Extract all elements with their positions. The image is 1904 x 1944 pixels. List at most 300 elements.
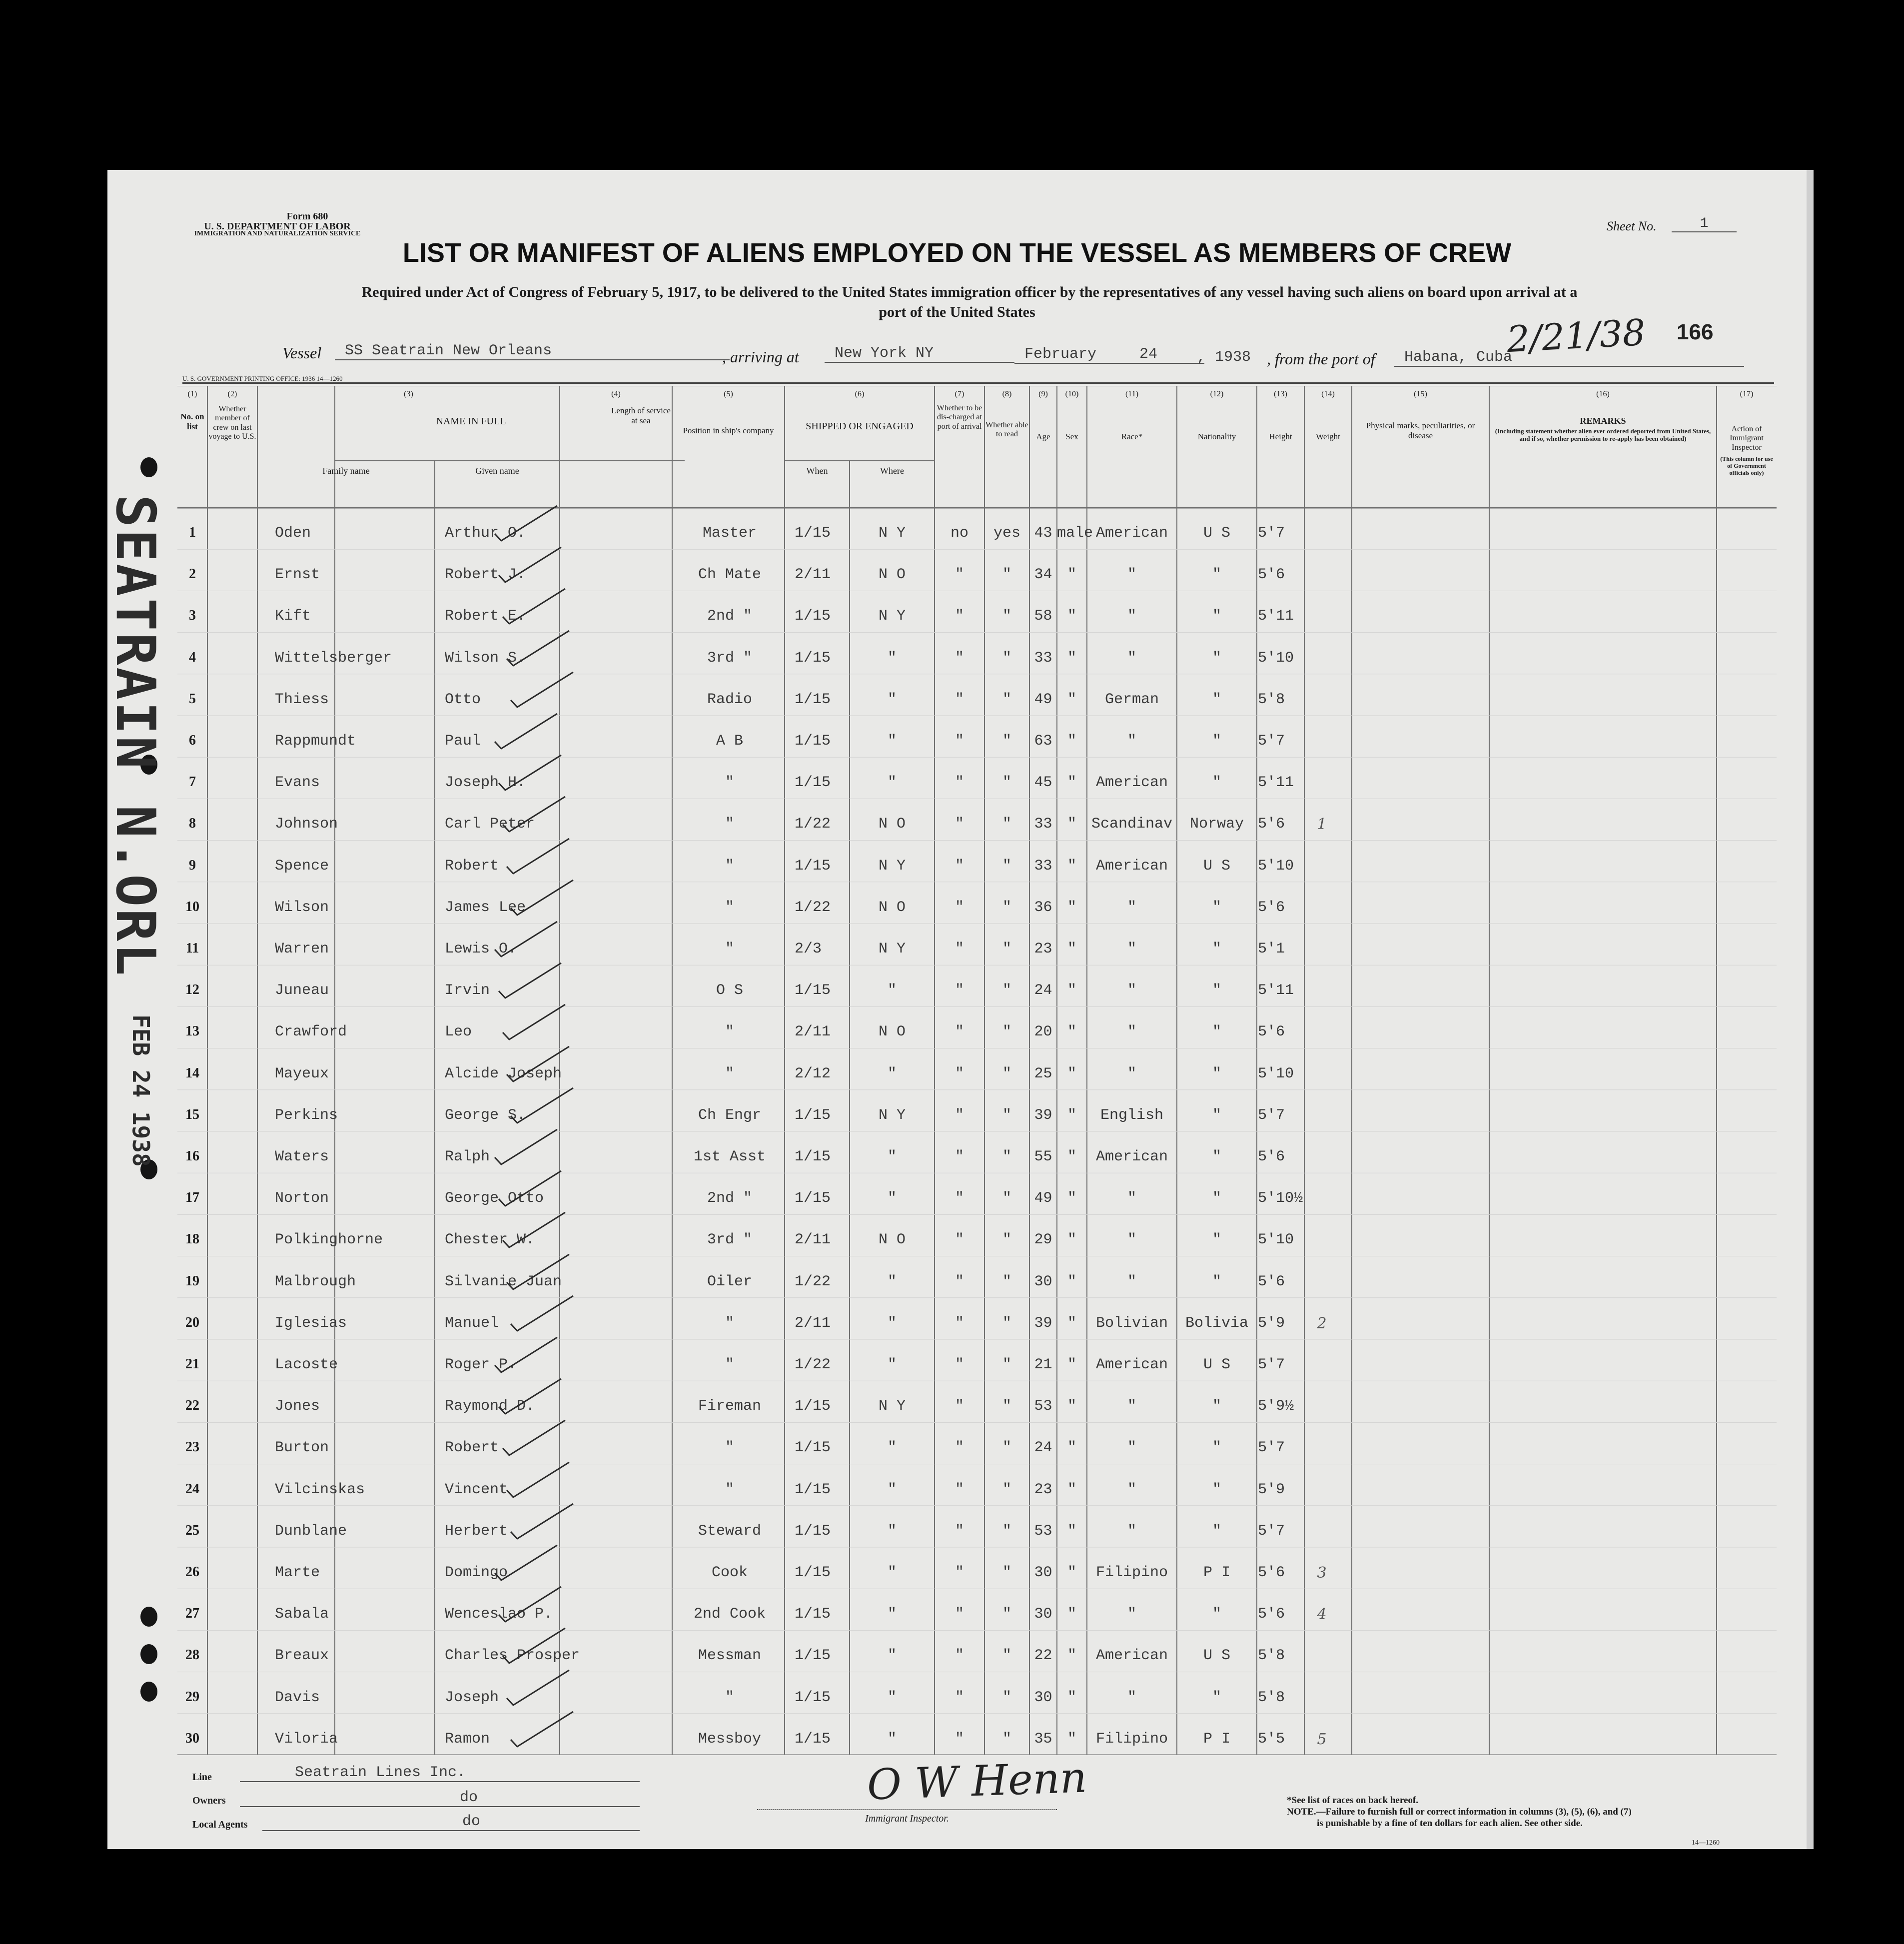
- cell-given: Chester W.: [445, 1231, 535, 1249]
- printer-line: U. S. GOVERNMENT PRINTING OFFICE: 1936 14—1260: [182, 375, 343, 382]
- cell-given: Joseph: [445, 1689, 499, 1706]
- cell-position: Ch Engr: [698, 1106, 762, 1124]
- cell-position: ": [725, 1689, 734, 1706]
- cell-race: ": [1127, 1522, 1136, 1540]
- cell-where: ": [887, 1730, 897, 1748]
- col-6b-header: Where: [880, 466, 904, 476]
- cell-age: 43: [1034, 525, 1052, 542]
- col-12-num: (12): [1210, 390, 1224, 398]
- cell-nat: ": [1212, 566, 1221, 584]
- cell-position: Messman: [698, 1647, 762, 1665]
- col-17-num: (17): [1740, 390, 1754, 398]
- cell-family: Waters: [275, 1148, 329, 1165]
- races-note: *See list of races on back hereof.: [1287, 1795, 1418, 1806]
- check-mark-icon: [492, 1334, 562, 1374]
- cell-height: 5'8: [1258, 1647, 1285, 1665]
- cell-disch: ": [954, 566, 964, 584]
- cell-age: 58: [1034, 608, 1052, 625]
- check-mark-icon: [500, 1001, 570, 1041]
- cell-when: 1/15: [795, 608, 831, 625]
- cell-age: 24: [1034, 1439, 1052, 1457]
- cell-family: Juneau: [275, 982, 329, 999]
- cell-no: 19: [185, 1273, 199, 1289]
- col-3b-header: Given name: [475, 466, 519, 476]
- cell-given: Roger P.: [445, 1356, 517, 1373]
- col-8-num: (8): [1002, 390, 1012, 398]
- col-3-header: NAME IN FULL: [436, 416, 506, 427]
- cell-height: 5'6: [1258, 1606, 1285, 1623]
- cell-age: 55: [1034, 1148, 1052, 1165]
- cell-family: Evans: [275, 774, 320, 792]
- cell-when: 2/11: [795, 1314, 831, 1332]
- cell-read: ": [1002, 1522, 1011, 1540]
- col-2-num: (2): [227, 390, 237, 398]
- cell-age: 45: [1034, 774, 1052, 792]
- cell-family: Thiess: [275, 691, 329, 708]
- cell-no: 26: [185, 1564, 199, 1580]
- col-7-header: Whether to be dis-charged at port of arrival: [937, 404, 982, 431]
- vessel-name: SS Seatrain New Orleans: [335, 342, 730, 360]
- cell-position: ": [725, 1023, 734, 1041]
- cell-when: 1/15: [795, 1647, 831, 1665]
- cell-height: 5'9: [1258, 1481, 1285, 1498]
- check-mark-icon: [492, 919, 562, 959]
- cell-sex: ": [1067, 1356, 1076, 1373]
- cell-race: Scandinav: [1091, 816, 1173, 833]
- cell-race: ": [1127, 1689, 1136, 1706]
- cell-race: Filipino: [1095, 1564, 1168, 1581]
- cell-sex: ": [1067, 566, 1076, 584]
- cell-race: ": [1127, 733, 1136, 750]
- cell-sex: ": [1067, 1190, 1076, 1207]
- cell-age: 33: [1034, 857, 1052, 875]
- check-mark-icon: [496, 1584, 566, 1624]
- date-stamp: FEB 24 1938: [127, 1014, 154, 1167]
- cell-height: 5'10: [1258, 1231, 1294, 1249]
- cell-nat: ": [1212, 1439, 1221, 1457]
- cell-given: Ramon: [445, 1730, 490, 1748]
- cell-position: ": [725, 1356, 734, 1373]
- cell-where: ": [887, 1522, 897, 1540]
- cell-height: 5'8: [1258, 1689, 1285, 1706]
- check-mark-icon: [508, 669, 578, 709]
- cell-no: 20: [185, 1314, 199, 1330]
- cell-when: 1/22: [795, 1356, 831, 1373]
- cell-where: N Y: [878, 608, 906, 625]
- cell-nat: ": [1212, 982, 1221, 999]
- table-row: [177, 1672, 1777, 1714]
- cell-position: ": [725, 899, 734, 916]
- cell-race: ": [1127, 899, 1136, 916]
- cell-height: 5'6: [1258, 899, 1285, 916]
- col-17-note: (This column for use of Government officials only): [1720, 455, 1773, 476]
- check-mark-icon: [508, 1501, 578, 1541]
- cell-height: 5'11: [1258, 774, 1294, 792]
- cell-height: 5'7: [1258, 1356, 1285, 1373]
- cell-where: N Y: [878, 1398, 906, 1415]
- table-row: [177, 799, 1777, 840]
- check-mark-icon: [496, 1376, 566, 1416]
- subtitle-line2: port of the United States: [879, 304, 1035, 320]
- cell-family: Crawford: [275, 1023, 347, 1041]
- col-2-header: Whether member of crew on last voyage to U.S.: [208, 405, 256, 441]
- cell-where: ": [887, 1439, 897, 1457]
- cell-position: 2nd ": [707, 608, 752, 625]
- cell-disch: ": [954, 649, 964, 667]
- cell-where: N Y: [878, 525, 906, 542]
- cell-sex: ": [1067, 1273, 1076, 1290]
- cell-height: 5'6: [1258, 1273, 1285, 1290]
- cell-no: 10: [185, 899, 199, 915]
- cell-family: Kift: [275, 608, 311, 625]
- cell-position: 1st Asst: [693, 1148, 766, 1165]
- cell-where: N O: [878, 899, 906, 916]
- table-row: [177, 591, 1777, 632]
- cell-read: ": [1002, 1273, 1011, 1290]
- cell-race: ": [1127, 941, 1136, 958]
- col-5-header: Position in ship's company: [683, 426, 774, 435]
- table-row: [177, 1131, 1777, 1173]
- check-mark-icon: [508, 1709, 578, 1749]
- cell-where: N Y: [878, 857, 906, 875]
- cell-where: ": [887, 1606, 897, 1623]
- table-row: [177, 1714, 1777, 1755]
- cell-height: 5'5: [1258, 1730, 1285, 1748]
- cell-no: 1: [189, 525, 196, 540]
- cell-disch: ": [954, 608, 964, 625]
- table-row: [177, 549, 1777, 591]
- cell-given: James Lee: [445, 899, 526, 916]
- inspector-label: Immigrant Inspector.: [865, 1813, 949, 1824]
- table-row: [177, 965, 1777, 1006]
- cell-no: 6: [189, 733, 196, 748]
- table-row: [177, 1298, 1777, 1339]
- punch-hole: [140, 1682, 157, 1702]
- col-3a-header: Family name: [322, 466, 370, 476]
- col-7-num: (7): [954, 390, 964, 398]
- cell-when: 1/22: [795, 816, 831, 833]
- cell-no: 21: [185, 1356, 199, 1372]
- cell-disch: ": [954, 1148, 964, 1165]
- cell-sex: ": [1067, 1106, 1076, 1124]
- cell-age: 30: [1034, 1564, 1052, 1581]
- from-port-label: , from the port of: [1267, 350, 1375, 368]
- cell-sex: ": [1067, 1647, 1076, 1665]
- cell-read: ": [1002, 1730, 1011, 1748]
- cell-nat: ": [1212, 691, 1221, 708]
- cell-where: ": [887, 691, 897, 708]
- cell-when: 2/12: [795, 1065, 831, 1082]
- cell-age: 53: [1034, 1398, 1052, 1415]
- cell-where: ": [887, 1689, 897, 1706]
- cell-position: Steward: [698, 1522, 762, 1540]
- cell-when: 1/15: [795, 1439, 831, 1457]
- cell-age: 23: [1034, 1481, 1052, 1498]
- cell-where: N Y: [878, 1106, 906, 1124]
- punch-hole: [140, 457, 157, 477]
- check-mark-icon: [504, 1667, 574, 1707]
- cell-family: Ernst: [275, 566, 320, 584]
- cell-disch: ": [954, 1231, 964, 1249]
- cell-when: 1/15: [795, 1148, 831, 1165]
- cell-sex: ": [1067, 691, 1076, 708]
- cell-family: Spence: [275, 857, 329, 875]
- cell-disch: ": [954, 1730, 964, 1748]
- cell-nat: ": [1212, 941, 1221, 958]
- cell-nat: Bolivia: [1185, 1314, 1249, 1332]
- cell-given: Alcide Joseph: [445, 1065, 562, 1082]
- cell-read: yes: [993, 525, 1020, 542]
- check-mark-icon: [492, 711, 562, 751]
- cell-where: N O: [878, 1231, 906, 1249]
- cell-nat: ": [1212, 1522, 1221, 1540]
- cell-race: ": [1127, 1065, 1136, 1082]
- cell-position: Ch Mate: [698, 566, 762, 584]
- cell-sex: ": [1067, 733, 1076, 750]
- table-row: [177, 633, 1777, 674]
- cell-position: ": [725, 1065, 734, 1082]
- check-mark-icon: [500, 1625, 570, 1665]
- cell-where: ": [887, 1356, 897, 1373]
- check-mark-icon: [500, 586, 570, 626]
- cell-when: 2/11: [795, 1023, 831, 1041]
- cell-when: 1/15: [795, 1481, 831, 1498]
- cell-nat: U S: [1203, 1356, 1230, 1373]
- cell-sex: ": [1067, 649, 1076, 667]
- cell-read: ": [1002, 774, 1011, 792]
- cell-position: 2nd Cook: [693, 1606, 766, 1623]
- cell-no: 3: [189, 608, 196, 624]
- cell-where: ": [887, 1481, 897, 1498]
- cell-height: 5'10½: [1258, 1190, 1303, 1207]
- cell-sex: ": [1067, 1522, 1076, 1540]
- cell-where: ": [887, 1065, 897, 1082]
- table-row: [177, 841, 1777, 882]
- cell-race: ": [1127, 1439, 1136, 1457]
- cell-read: ": [1002, 1231, 1011, 1249]
- cell-disch: ": [954, 982, 964, 999]
- cell-nat: ": [1212, 1481, 1221, 1498]
- cell-given: Lewis O.: [445, 941, 517, 958]
- cell-age: 33: [1034, 649, 1052, 667]
- cell-sex: ": [1067, 1148, 1076, 1165]
- cell-family: Viloria: [275, 1730, 338, 1748]
- cell-position: 3rd ": [707, 649, 752, 667]
- check-mark-icon: [508, 1085, 578, 1125]
- cell-disch: ": [954, 899, 964, 916]
- col-16-num: (16): [1596, 390, 1610, 398]
- cell-sex: ": [1067, 1606, 1076, 1623]
- cell-sex: ": [1067, 1398, 1076, 1415]
- cell-where: ": [887, 1647, 897, 1665]
- cell-no: 7: [189, 774, 196, 790]
- cell-given: Leo: [445, 1023, 472, 1041]
- cell-when: 2/3: [795, 941, 822, 958]
- cell-mark: 1: [1317, 816, 1327, 834]
- col-10-num: (10): [1065, 390, 1079, 398]
- cell-age: 30: [1034, 1689, 1052, 1706]
- table-row: [177, 757, 1777, 799]
- check-mark-icon: [500, 794, 570, 834]
- check-mark-icon: [496, 752, 566, 792]
- cell-read: ": [1002, 1647, 1011, 1665]
- cell-age: 30: [1034, 1606, 1052, 1623]
- cell-no: 14: [185, 1065, 199, 1081]
- col-8-header: Whether able to read: [985, 421, 1028, 439]
- cell-disch: ": [954, 1606, 964, 1623]
- cell-disch: ": [954, 691, 964, 708]
- form-number: Form 680: [286, 211, 328, 222]
- cell-family: Oden: [275, 525, 311, 542]
- cell-when: 1/15: [795, 774, 831, 792]
- cell-nat: Norway: [1189, 816, 1244, 833]
- cell-given: Raymond D.: [445, 1398, 535, 1415]
- cell-disch: ": [954, 1564, 964, 1581]
- cell-when: 1/15: [795, 1190, 831, 1207]
- cell-when: 1/15: [795, 1730, 831, 1748]
- check-mark-icon: [508, 1293, 578, 1333]
- cell-no: 5: [189, 691, 196, 707]
- cell-disch: ": [954, 857, 964, 875]
- cell-race: ": [1127, 1481, 1136, 1498]
- cell-race: ": [1127, 649, 1136, 667]
- cell-position: Cook: [711, 1564, 748, 1581]
- arrival-day: 24: [1129, 346, 1204, 364]
- cell-position: ": [725, 941, 734, 958]
- col-6-header: SHIPPED OR ENGAGED: [806, 421, 914, 432]
- cell-position: O S: [716, 982, 743, 999]
- table-row: [177, 1339, 1777, 1381]
- cell-sex: ": [1067, 1481, 1076, 1498]
- cell-read: ": [1002, 857, 1011, 875]
- cell-position: ": [725, 1481, 734, 1498]
- cell-sex: ": [1067, 774, 1076, 792]
- cell-mark: 5: [1317, 1730, 1327, 1748]
- cell-height: 5'7: [1258, 1522, 1285, 1540]
- agents-value: do: [262, 1813, 640, 1831]
- cell-position: ": [725, 1439, 734, 1457]
- table-row: [177, 1464, 1777, 1506]
- check-mark-icon: [500, 1417, 570, 1457]
- cell-given: Ralph: [445, 1148, 490, 1165]
- cell-position: Fireman: [698, 1398, 762, 1415]
- table-row: [177, 924, 1777, 965]
- cell-nat: ": [1212, 1606, 1221, 1623]
- cell-mark: 2: [1317, 1314, 1327, 1332]
- cell-family: Vilcinskas: [275, 1481, 365, 1498]
- cell-height: 5'7: [1258, 1439, 1285, 1457]
- cell-race: American: [1095, 774, 1168, 792]
- cell-family: Dunblane: [275, 1522, 347, 1540]
- cell-no: 22: [185, 1398, 199, 1414]
- cell-when: 1/15: [795, 1398, 831, 1415]
- table-row: [177, 1006, 1777, 1048]
- cell-age: 25: [1034, 1065, 1052, 1082]
- cell-no: 16: [185, 1148, 199, 1164]
- cell-race: ": [1127, 1231, 1136, 1249]
- cell-where: N O: [878, 566, 906, 584]
- cell-height: 5'10: [1258, 1065, 1294, 1082]
- check-mark-icon: [504, 1043, 574, 1083]
- cell-disch: ": [954, 1481, 964, 1498]
- punch-hole: [140, 1644, 157, 1664]
- cell-position: Messboy: [698, 1730, 762, 1748]
- table-row: [177, 1214, 1777, 1256]
- cell-race: Bolivian: [1095, 1314, 1168, 1332]
- cell-disch: ": [954, 774, 964, 792]
- cell-when: 1/15: [795, 1522, 831, 1540]
- cell-family: Warren: [275, 941, 329, 958]
- col-12-header: Nationality: [1197, 432, 1236, 441]
- cell-read: ": [1002, 1106, 1011, 1124]
- cell-race: American: [1095, 525, 1168, 542]
- cell-position: ": [725, 1314, 734, 1332]
- cell-given: Domingo: [445, 1564, 508, 1581]
- cell-height: 5'6: [1258, 816, 1285, 833]
- cell-disch: ": [954, 1522, 964, 1540]
- cell-disch: ": [954, 1273, 964, 1290]
- cell-disch: ": [954, 1689, 964, 1706]
- check-mark-icon: [504, 1459, 574, 1499]
- col-5-num: (5): [724, 390, 733, 398]
- cell-no: 4: [189, 649, 196, 665]
- check-mark-icon: [504, 836, 574, 876]
- manifest-sheet: [104, 170, 1814, 1849]
- cell-where: N O: [878, 816, 906, 833]
- table-row: [177, 1173, 1777, 1214]
- cell-height: 5'6: [1258, 1023, 1285, 1041]
- cell-race: ": [1127, 1023, 1136, 1041]
- cell-height: 5'7: [1258, 1106, 1285, 1124]
- cell-disch: ": [954, 941, 964, 958]
- cell-when: 1/22: [795, 899, 831, 916]
- cell-read: ": [1002, 982, 1011, 999]
- page-number: 166: [1677, 320, 1714, 344]
- cell-height: 5'1: [1258, 941, 1285, 958]
- cell-race: English: [1100, 1106, 1164, 1124]
- col-1-header: No. on list: [180, 412, 204, 431]
- vessel-label: Vessel: [282, 344, 322, 362]
- cell-nat: U S: [1203, 857, 1230, 875]
- col-6-num: (6): [855, 390, 865, 398]
- cell-race: Filipino: [1095, 1730, 1168, 1748]
- cell-disch: ": [954, 1314, 964, 1332]
- cell-position: ": [725, 816, 734, 833]
- cell-race: American: [1095, 1148, 1168, 1165]
- cell-family: Perkins: [275, 1106, 338, 1124]
- inspector-signature: O W Henn: [866, 1753, 1088, 1810]
- table-row: [177, 1547, 1777, 1589]
- col-14-header: Weight: [1316, 432, 1340, 441]
- cell-age: 21: [1034, 1356, 1052, 1373]
- table-row: [177, 1422, 1777, 1464]
- cell-given: Silvanie Juan: [445, 1273, 562, 1290]
- col-15-header: Physical marks, peculiarities, or disease: [1366, 421, 1475, 440]
- cell-disch: ": [954, 816, 964, 833]
- cell-read: ": [1002, 1190, 1011, 1207]
- cell-sex: ": [1067, 608, 1076, 625]
- cell-disch: ": [954, 1023, 964, 1041]
- cell-when: 2/11: [795, 566, 831, 584]
- cell-no: 12: [185, 982, 199, 998]
- check-mark-icon: [504, 1251, 574, 1291]
- cell-race: American: [1095, 1647, 1168, 1665]
- cell-family: Lacoste: [275, 1356, 338, 1373]
- cell-read: ": [1002, 816, 1011, 833]
- cell-when: 1/15: [795, 691, 831, 708]
- col-13-header: Height: [1269, 432, 1292, 441]
- table-row: [177, 674, 1777, 716]
